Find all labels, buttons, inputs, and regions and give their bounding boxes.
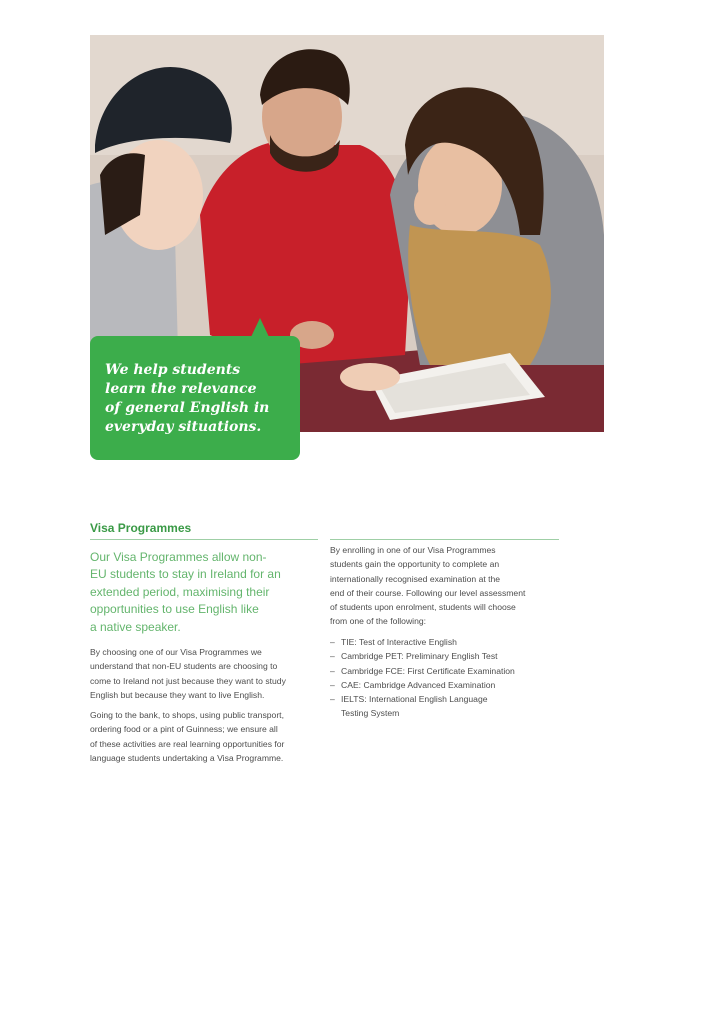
body-line: English but because they want to live English. (90, 689, 265, 700)
exam-item (330, 678, 515, 692)
lead-line: EU students to stay in Ireland for an (90, 567, 281, 582)
exam-label-continued: Testing System (341, 708, 400, 719)
lead-line: a native speaker. (90, 619, 181, 634)
divider-left (90, 539, 318, 540)
body-line: of students upon enrolment, students will choose (330, 602, 516, 613)
body-paragraph-2 (90, 708, 322, 765)
body-line: language students undertaking a Visa Programme. (90, 752, 284, 763)
body-line: come to Ireland not just because they want to study (90, 675, 286, 686)
exam-label: TIE: Test of Interactive English (341, 637, 457, 647)
body-line: Going to the bank, to shops, using public transport, (90, 710, 284, 720)
section-heading: Visa Programmes (90, 521, 192, 535)
callout-line: everyday situations. (105, 419, 262, 435)
body-line: students gain the opportunity to complete an (330, 559, 500, 570)
list-marker: – (330, 694, 335, 705)
callout-line: We help students (105, 362, 241, 378)
callout-line: learn the relevance (105, 381, 257, 397)
list-marker: – (330, 665, 335, 676)
body-paragraph-1 (90, 645, 322, 702)
exam-item (330, 664, 515, 678)
exam-list (330, 635, 515, 721)
body-line: of these activities are real learning opportunities for (90, 738, 285, 749)
exam-label: Cambridge FCE: First Certificate Examination (341, 665, 515, 676)
quote-callout (90, 336, 300, 460)
scarf (408, 225, 551, 365)
body-line: By choosing one of our Visa Programmes we (90, 647, 262, 657)
list-marker: – (330, 679, 335, 690)
body-line: By enrolling in one of our Visa Programmes (330, 545, 496, 555)
body-line: internationally recognised examination at the (330, 573, 501, 584)
callout-line: of general English in (105, 400, 270, 416)
divider-right (330, 539, 559, 540)
exam-label: Cambridge PET: Preliminary English Test (341, 651, 498, 662)
exam-item (330, 692, 515, 721)
exam-item (330, 649, 515, 663)
callout-pointer (251, 318, 269, 337)
exam-label: CAE: Cambridge Advanced Examination (341, 679, 496, 690)
list-marker: – (330, 637, 335, 647)
lead-line: opportunities to use English like (90, 602, 259, 617)
body-line: from one of the following: (330, 616, 427, 627)
body-line: understand that non-EU students are choosing to (90, 661, 278, 672)
lead-paragraph (90, 549, 318, 636)
lead-line: extended period, maximising their (90, 584, 270, 599)
list-marker: – (330, 651, 335, 662)
exam-label: IELTS: International English Language (341, 694, 488, 705)
body-line: end of their course. Following our level assessment (330, 587, 526, 598)
body-paragraph-3 (330, 543, 562, 629)
lead-line: Our Visa Programmes allow non- (90, 550, 267, 564)
body-line: ordering food or a pint of Guinness; we ensure all (90, 724, 278, 735)
exam-item (330, 635, 515, 649)
